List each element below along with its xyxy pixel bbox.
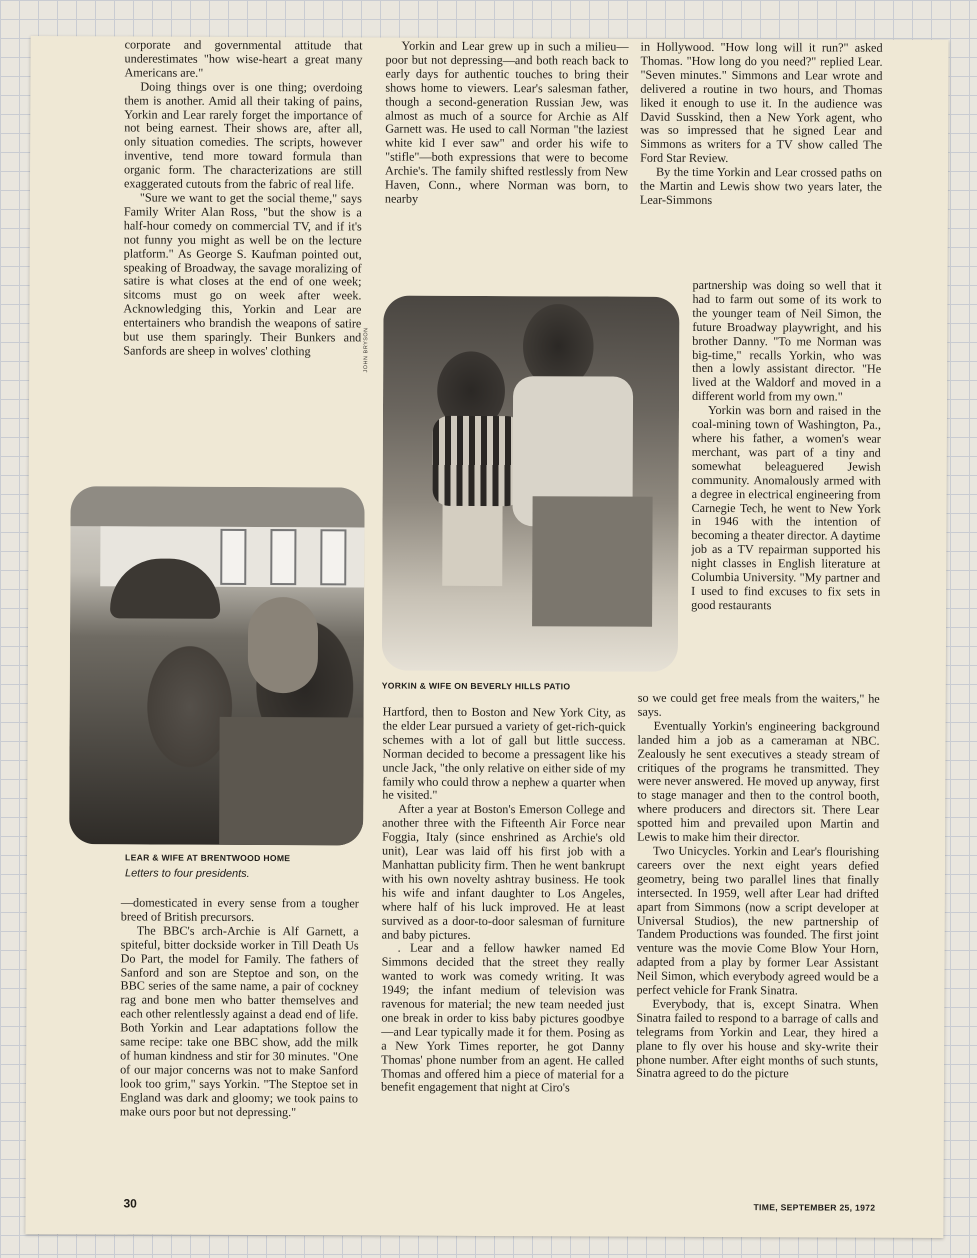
paragraph: After a year at Boston's Emerson College and another three with the Fifteenth Air Force near Foggia, Italy (since enshrined as Archie's old unit), Lear was laid off his first job with a Manhattan publicity firm. Then he went bankrupt with his own novelty ashtray business. He took his wife and infant daughter to Los Angeles, where half of his luck improved. He at least survived as a door-to-door salesman of furniture and baby pictures. (381, 801, 626, 942)
text-column-3-lower (636, 692, 880, 1082)
paragraph: Two Unicycles. Yorkin and Lear's flourishing careers over the next eight years defied geometry, being two parallel lines that finally intersected. In 1959, well after Lear had drifted apart from Simmons (now a script developer at Universal Studios), the new partnership of Tandem Productions was founded. The first joint venture was the movie Come Blow Your Horn, adapted from a play by former Lear Assistant Neil Simon, which everybody agreed would be a perfect vehicle for Frank Sinatra. (636, 843, 880, 998)
paragraph: By the time Yorkin and Lear crossed paths on the Martin and Lewis show two years later, the Lear-Simmons (639, 164, 883, 207)
paragraph: so we could get free meals from the waiters," he says. (637, 690, 880, 719)
photo-lear-and-wife (69, 486, 365, 845)
text-column-3 (640, 41, 883, 209)
paragraph: Hartford, then to Boston and New York City, as the elder Lear pursued a variety of get-rich-quick schemes with a lot of gall but little success. Norman decided to become a pressagent like his uncle Jack, "the only relative on either side of my family who could throw a nephew a quarter when he visited." (382, 704, 626, 803)
magazine-clipping (25, 36, 948, 1238)
photo-detail-face (248, 597, 318, 693)
text-column-2 (385, 40, 629, 208)
photo-detail-figure (219, 717, 364, 846)
photo-detail-window (270, 529, 296, 585)
photo-subcaption: Letters to four presidents. (124, 867, 250, 880)
photo-yorkin-and-wife (382, 296, 680, 672)
paragraph: partnership was doing so well that it had to farm out some of its work to the younger team of Neil Simon, the future Broadway playwright, and his brother Danny. "To me Norman was big-time," recalls Yorkin, who was then a lowly assistant director. "He lived at the Waldorf and moved in a different world from my own." (692, 277, 882, 404)
paragraph: The BBC's arch-Archie is Alf Garnett, a spiteful, bitter dockside worker in Till Death Us Do Part, the model for Family. The fathers of Sanford and son are Steptoe and son, on the BBC series of the same name, a pair of cockney rag and bone men who batter themselves and each other relentlessly against a dead end of life. Both Yorkin and Lear adaptations follow the same recipe: take one BBC show, add the milk of human kindness and stir for 30 minutes. "One of our major concerns was not to make Sanford look too grim," says Yorkin. "The Steptoe set in England was dark and gloomy; we took pains to make ours poor but not depressing." (119, 923, 359, 1119)
text-column-2-lower (381, 706, 626, 1096)
paragraph: "Sure we want to get the social theme," says Family Writer Alan Ross, "but the show is a half-hour comedy on commercial TV, and if it's not funny you might as well be on the lecture platform." As George S. Kaufman pointed out, speaking of Broadway, the savage moralizing of satire is what closes at the end of one week; sitcoms must go on week after week. Acknowledging this, Yorkin and Lear are entertainers who brandish the weapons of satire but use them sparingly. Their Bunkers and Sanfords are sheep in wolves' clothing (123, 190, 362, 359)
issue-date: TIME, SEPTEMBER 25, 1972 (753, 1202, 876, 1213)
page-number: 30 (123, 1196, 137, 1211)
paragraph: —domesticated in every sense from a tougher breed of British precursors. (120, 895, 359, 924)
paragraph: corporate and governmental attitude that underestimates "how wise-heart a great many Americans are." (124, 37, 363, 80)
photo-detail-striped-sweater (433, 416, 523, 506)
photo-credit: JOHN BRYSON (363, 327, 370, 373)
photo-caption: LEAR & WIFE AT BRENTWOOD HOME (125, 852, 291, 864)
paragraph: Yorkin was born and raised in the coal-mining town of Washington, Pa., where his father, a women's wear merchant, was part of a tiny and somewhat beleaguered Jewish community. Anomalously armed with a degree in electrical engineering from Carnegie Tech, he went to New York in 1946 with the intention of becoming a theater director. A daytime job as a TV repairman supported his night classes in English literature at Columbia University. "My partner and I used to find excuses to fix sets in good restaurants (691, 403, 882, 613)
paragraph: Everybody, that is, except Sinatra. When Sinatra failed to respond to a barrage of calls and telegrams from Yorkin and Lear, they hired a plane to fly over his house and sky-write their phone number. After eight months of such stunts, Sinatra agreed to do the picture (636, 996, 879, 1081)
text-column-1-lower (120, 896, 359, 1120)
photo-detail-roof (70, 486, 364, 527)
text-column-3-wrap (691, 279, 881, 614)
paragraph: in Hollywood. "How long will it run?" asked Thomas. "How long do you need?" replied Lear. "Seven minutes." Simmons and Lear wrote and delivered a routine in two hours, and Thomas liked it enough to use it. In the audience was David Susskind, then a New York agent, who was so impressed that he signed Lear and Simmons as writers for a TV show called The Ford Star Review. (640, 39, 883, 166)
text-column-1 (123, 38, 362, 359)
photo-detail-window (220, 529, 246, 585)
photo-detail-trousers (532, 496, 653, 627)
paragraph: Yorkin and Lear grew up in such a milieu—poor but not depressing—and both reach back to early days for authentic touches to bring their shows home to viewers. Lear's salesman father, though a second-generation Russian Jew, was almost as much of a source for Archie as Alf Garnett was. He used to call Norman "the laziest white kid I ever saw" and order his wife to "stifle"—both expressions that were to become Archie's. The family shifted restlessly from New Haven, Conn., where Norman was born, to nearby (384, 38, 629, 206)
paragraph: Doing things over is one thing; overdoing them is another. Amid all their taking of pains, Yorkin and Lear rarely forget the importance of not being earnest. Their shows are, after all, only situation comedies. The scripts, however inventive, tend more toward formula than organic form. The characterizations are still exaggerated cutouts from the fabric of real life. (123, 79, 363, 192)
paragraph: Eventually Yorkin's engineering background landed him a job as a cameraman at NBC. Zealously he sent executives a steady stream of critiques of the programs he transmitted. They were never answered. He moved up anyway, first to stage manager and then to the control booth, where producers and directors sit. There Lear spotted him and prevailed upon Martin and Lewis to make him their director. (637, 718, 880, 845)
photo-caption: YORKIN & WIFE ON BEVERLY HILLS PATIO (381, 680, 571, 692)
photo-detail-window (320, 529, 346, 585)
paragraph: . Lear and a fellow hawker named Ed Simmons decided that the street they really wanted to work was comedy writing. It was 1949; the infant medium of television was ravenous for material; the new team needed just one break in order to kiss baby pictures goodbye —and Lear typically made it for them. Posing as a New York Times reporter, he got Danny Thomas' phone number from an agent. He called Thomas and offered him a piece of material for a benefit engagement that night at Ciro's (381, 941, 625, 1095)
photo-detail-chair (442, 496, 502, 586)
